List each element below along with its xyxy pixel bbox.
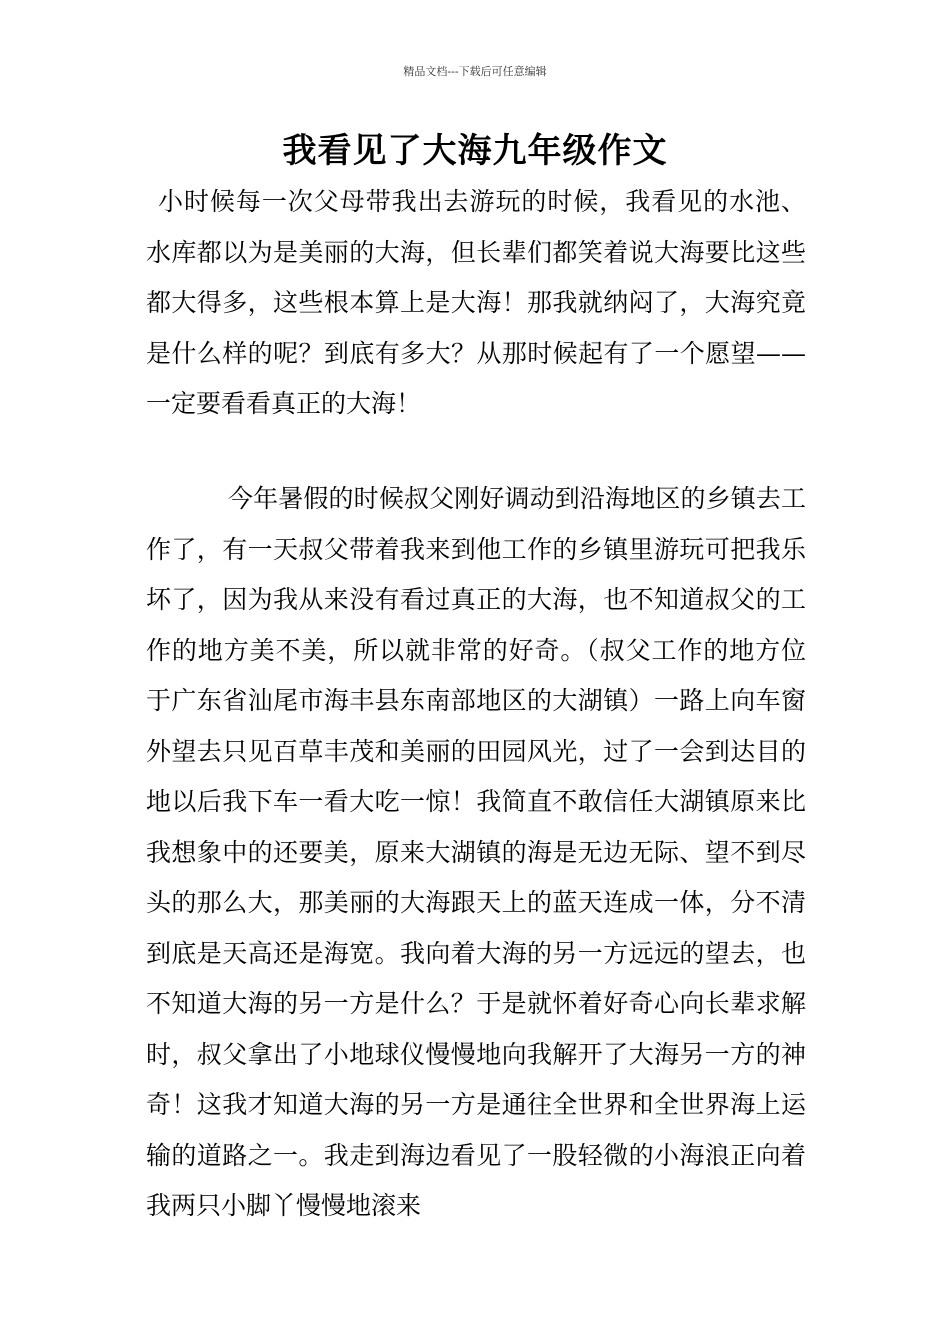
document-title: 我看见了大海九年级作文 (282, 131, 668, 171)
paragraph-2: 今年暑假的时候叔父刚好调动到沿海地区的乡镇去工作了，有一天叔父带着我来到他工作的乡镇里游玩可把我乐坏了，因为我从来没有看过真正的大海，也不知道叔父的工作的地方美不美，所以就非常的好奇。（叔父工作的地方位于广东省汕尾市海丰县东南部地区的大湖镇）一路上向车窗外望去只见百草丰茂和美丽的田园风光，过了一会到达目的地以后我下车一看大吃一惊！我简直不敢信任大湖镇原来比我想象中的还要美，原来大湖镇的海是无边无际、望不到尽头的那么大，那美丽的大海跟天上的蓝天连成一体，分不清到底是天高还是海宽。我向着大海的另一方远远的望去，也不知道大海的另一方是什么？于是就怀着好奇心向长辈求解时，叔父拿出了小地球仪慢慢地向我解开了大海另一方的神奇！这我才知道大海的另一方是通往全世界和全世界海上运输的道路之一。我走到海边看见了一股轻微的小海浪正向着我两只小脚丫慢慢地滚来 (146, 484, 806, 1220)
page-header: 精品文档---下载后可任意编辑 (403, 65, 547, 78)
paragraph-1: 小时候每一次父母带我出去游玩的时候，我看见的水池、水库都以为是美丽的大海，但长辈们都笑着说大海要比这些都大得多，这些根本算上是大海！那我就纳闷了，大海究竟是什么样的呢？到底有多大？从那时候起有了一个愿望——一定要看看真正的大海！ (146, 187, 806, 418)
